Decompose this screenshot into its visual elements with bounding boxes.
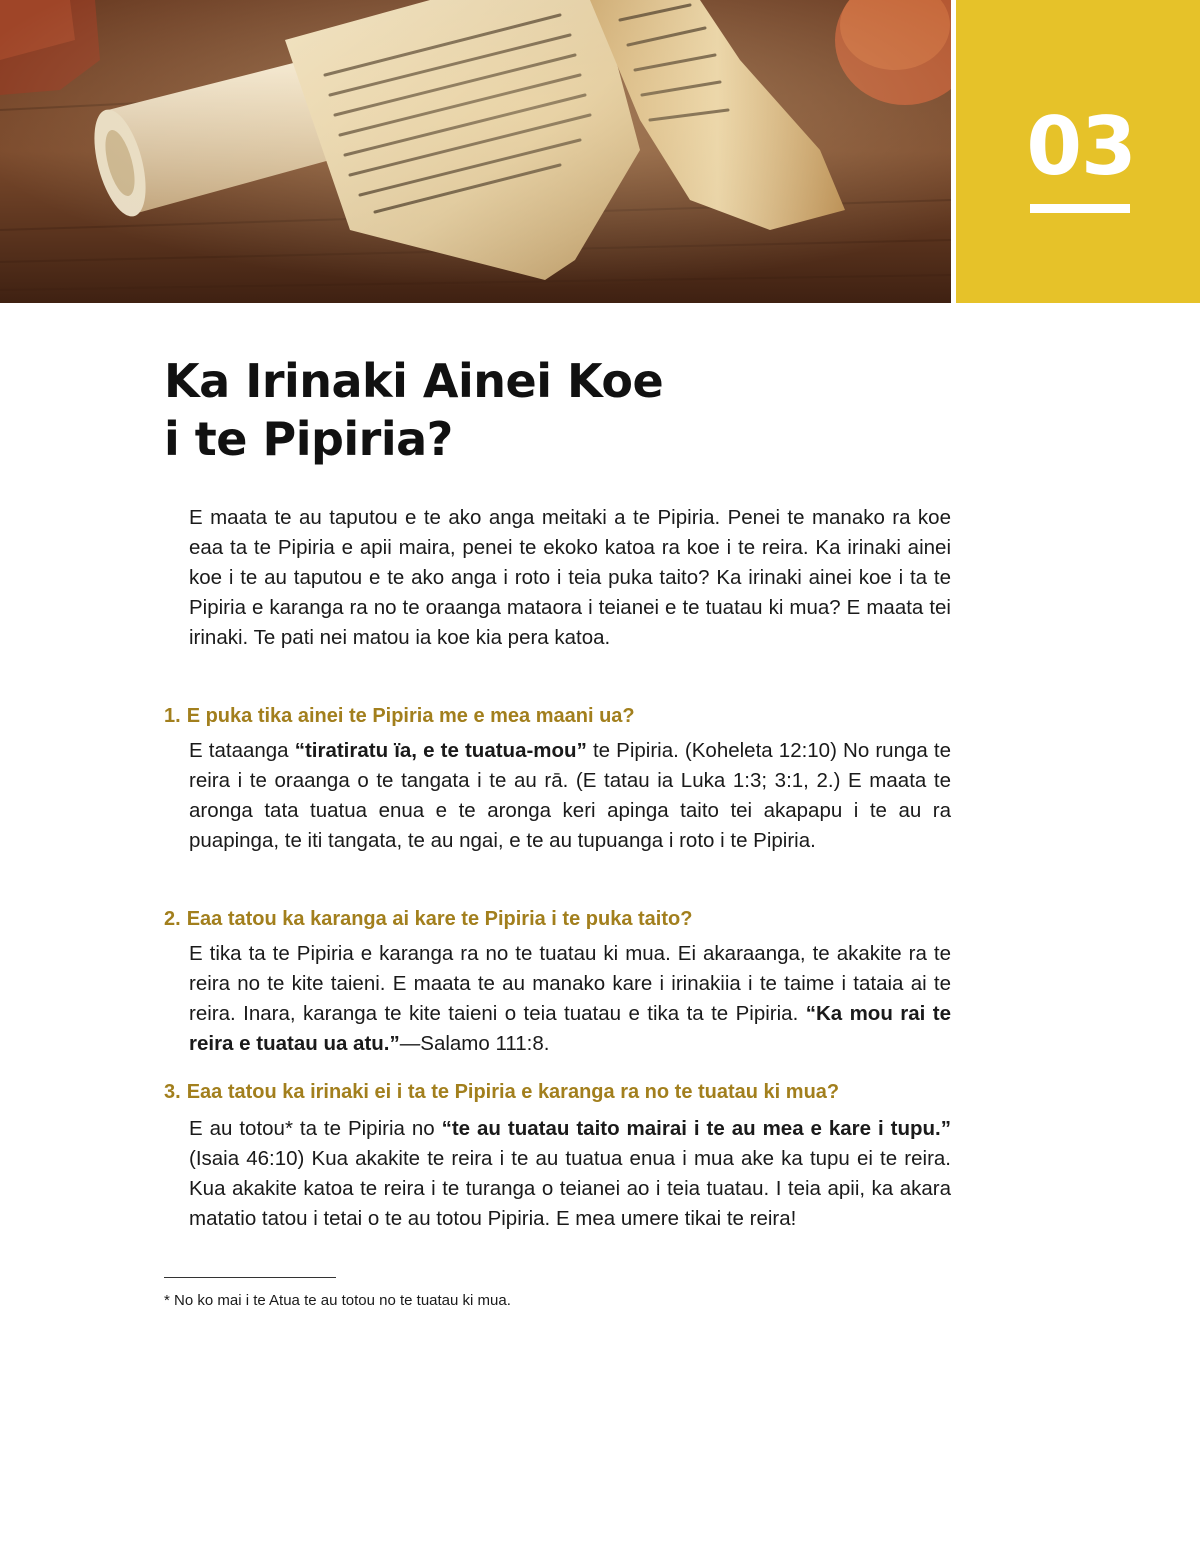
question-1-heading: [164, 702, 964, 730]
question-3-heading: [164, 1078, 964, 1106]
answer-2-quote: “Ka mou rai te reira e tuatau ua atu.”: [189, 1002, 951, 1055]
answer-3-text-b: (Isaia 46:10) Kua akakite te reira i te au tuatua enua i mua ake ka tupu ei te reira. Kua akakite katoa te reira i te turanga o teianei ao i teia tuatau. I teia apii, ka akara matatio tatou i tetai o te au totou Pipiria. E mea umere tikai te reira!: [189, 1147, 951, 1230]
question-2-text: Eaa tatou ka karanga ai kare te Pipiria i te puka taito?: [186, 908, 693, 930]
answer-3-quote: “te au tuatau taito mairai i te au mea e kare i tupu.”: [441, 1117, 951, 1140]
intro-paragraph: E maata te au taputou e te ako anga meitaki a te Pipiria. Penei te manako ra koe eaa ta te Pipiria e apii maira, penei te ekoko katoa ra koe i te reira. Ka irinaki ainei koe i te au taputou e te ako anga i roto i teia puka taito? Ka irinaki ainei koe i ta te Pipiria e karanga ra no te oraanga mataora i teianei e te tuatau ki mua? E maata tei irinaki. Te pati nei matou ia koe kia pera katoa.: [189, 506, 951, 649]
page-title: [164, 352, 924, 468]
footnote: * No ko mai i te Atua te au totou no te tuatau ki mua.: [164, 1292, 511, 1309]
question-1-number: 1.: [164, 705, 181, 727]
scrolls-illustration: [0, 0, 951, 303]
question-3-text: Eaa tatou ka irinaki ei i ta te Pipiria e karanga ra no te tuatau ki mua?: [186, 1081, 840, 1103]
answer-1-paragraph: [189, 736, 951, 856]
footnote-divider: [164, 1277, 336, 1278]
question-3-number: 3.: [164, 1081, 181, 1103]
question-2-number: 2.: [164, 908, 181, 930]
answer-3-paragraph: [189, 1114, 951, 1234]
lesson-number: 03: [1026, 100, 1136, 193]
answer-1-quote: “tiratiratu ïa, e te tuatua-mou”: [294, 739, 587, 762]
answer-2-text-b: —Salamo 111:8.: [399, 1032, 550, 1055]
answer-1-text-a: E tataanga: [189, 739, 295, 762]
title-line-1: Ka Irinaki Ainei Koe: [164, 354, 664, 408]
answer-1-text-b: te Pipiria. (Koheleta 12:10) No runga te reira i te oraanga o te tangata i te au rā. (E tatau ia Luka 1:3; 3:1, 2.) E maata te aronga tata tuatua enua e te aronga keri apinga taito tei akapapu i te au ra puapinga, te iti tangata, te au ngai, e te au tupuanga i roto i te Pipiria.: [189, 739, 951, 852]
question-1-text: E puka tika ainei te Pipiria me e mea maani ua?: [186, 705, 635, 727]
title-line-2: i te Pipiria?: [164, 412, 453, 466]
answer-3-text-a: E au totou* ta te Pipiria no: [189, 1117, 442, 1140]
answer-2-paragraph: [189, 939, 951, 1059]
lesson-number-underline: [1030, 204, 1130, 213]
answer-2-text-a: E tika ta te Pipiria e karanga ra no te tuatau ki mua. Ei akaraanga, te akakite ra te reira no te kite taieni. E maata te au manako kare i irinakiia i te taime i tataia ai te reira. Inara, karanga te kite taieni o teia tuatau e tika ta te Pipiria.: [189, 942, 951, 1025]
question-2-heading: [164, 905, 964, 933]
scrolls-photo: [0, 0, 951, 303]
